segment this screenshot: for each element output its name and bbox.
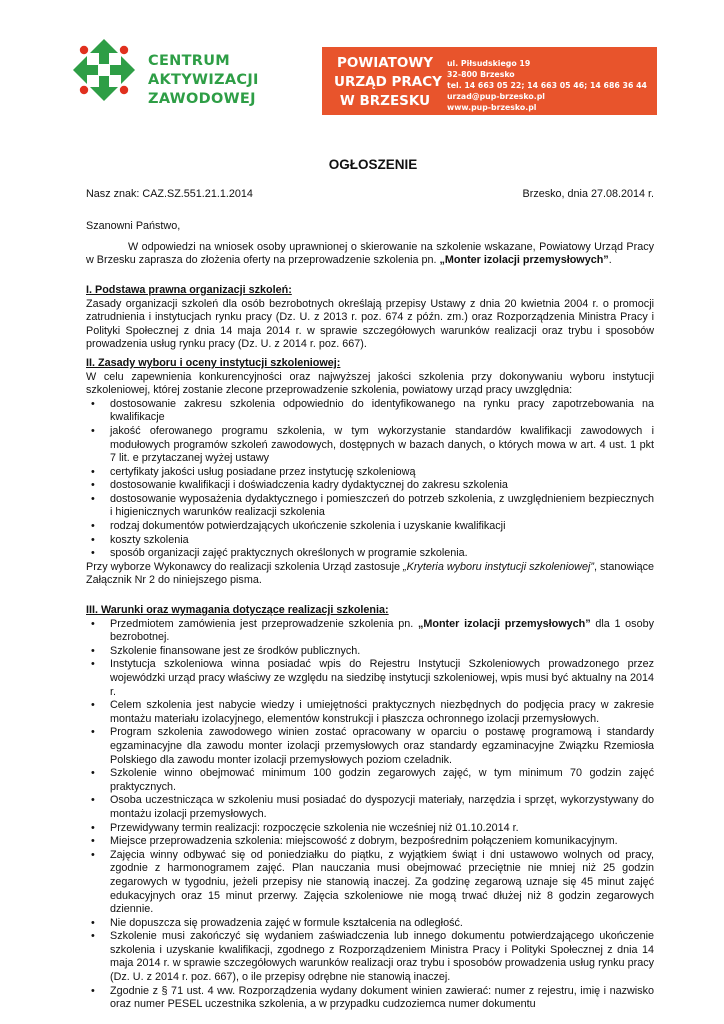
office-name-line: W BRZESKU	[339, 93, 431, 109]
list-item: • jakość oferowanego programu szkolenia, w tym wykorzystanie standardów kwalifikacji zawodowych i modułowych programów szkoleń zawodowych, dostępnych w bazach danych, o których mowa w art. 4 ust. 1 pkt 7 lit. e przytaczanej wyżej ustawy	[110, 425, 654, 466]
list-item: • Program szkolenia zawodowego winien zostać opracowany w oparciu o postawę programową i standardy egzaminacyjne dla zawodu monter izolacji przemysłowych oraz standardy egzaminacyjne Związku Rzemiosła Polskiego dla zawodu monter izolacji przemysłowych poziom czeladnik.	[110, 726, 654, 767]
list-item: • Zgodnie z § 71 ust. 4 ww. Rozporządzenia wydany dokument winien zawierać: numer z rejestru, imię i nazwisko oraz numer PESEL uczestnika szkolenia, a w przypadku cudzoziemca numer dokumentu	[110, 985, 654, 1012]
list-item	[110, 618, 654, 645]
office-contact	[447, 58, 647, 113]
outro-text: Przy wyborze Wykonawcy do realizacji szkolenia Urząd zastosuje	[86, 560, 404, 573]
outro-end: , stanowiące Załącznik Nr 2 do niniejszego pisma.	[86, 560, 655, 587]
intro-paragraph	[86, 241, 654, 268]
salutation: Szanowni Państwo,	[86, 220, 181, 233]
place-date: Brzesko, dnia 27.08.2014 r.	[522, 187, 654, 200]
section-2	[86, 357, 654, 588]
reference-number: Nasz znak: CAZ.SZ.551.21.1.2014	[86, 187, 253, 200]
section-2-outro	[86, 561, 654, 588]
logo-line: CENTRUM	[148, 53, 231, 69]
logo-line: AKTYWIZACJI	[148, 72, 259, 88]
list-item: • Szkolenie finansowane jest ze środków publicznych.	[110, 645, 654, 659]
list-item: • Przewidywany termin realizacji: rozpoczęcie szkolenia nie wcześniej niż 01.10.2014 r.	[110, 822, 654, 836]
document-title: OGŁOSZENIE	[328, 157, 418, 172]
course-name: „Monter izolacji przemysłowych”	[439, 254, 609, 267]
office-phone: tel. 14 663 05 22; 14 663 05 46; 14 686 36 44	[447, 81, 647, 90]
office-name-line: POWIATOWY	[336, 55, 434, 71]
list-item: • Osoba uczestnicząca w szkoleniu musi posiadać do dyspozycji materiały, narzędzia i sprzęt, wykorzystywany do montażu izolacji przemysłowych.	[110, 794, 654, 821]
caz-logo-icon	[72, 38, 136, 102]
section-3	[86, 604, 654, 1012]
course-name: „Monter izolacji przemysłowych”	[417, 617, 591, 630]
list-item: • Miejsce przeprowadzenia szkolenia: miejscowość z dobrym, bezpośrednim połączeniem komunikacyjnym.	[110, 835, 654, 849]
section-3-title: III. Warunki oraz wymagania dotyczące realizacji szkolenia:	[86, 604, 389, 617]
reference-line	[86, 188, 654, 202]
logo-line: ZAWODOWEJ	[148, 91, 256, 107]
list-item: • dostosowanie kwalifikacji i doświadczenia kadry dydaktycznej do zakresu szkolenia	[110, 479, 654, 493]
section-1	[86, 284, 654, 352]
office-postcode: 32-800 Brzesko	[447, 70, 515, 79]
list-item: • Celem szkolenia jest nabycie wiedzy i umiejętności praktycznych niezbędnych do podjęcia pracy w zakresie montażu materiału izolacyjnego, elementów konstrukcji i płaszcza ochronnego izolacji przemysłowych.	[110, 699, 654, 726]
criteria-title: „Kryteria wyboru instytucji szkoleniowej”	[403, 560, 594, 573]
caz-logo-text	[148, 52, 259, 109]
document-body	[86, 146, 654, 1012]
section-2-list	[86, 398, 654, 561]
office-email: urzad@pup-brzesko.pl	[447, 92, 545, 101]
list-item: • dostosowanie wyposażenia dydaktycznego i pomieszczeń do potrzeb szkolenia, z uwzględnieniem bezpiecznych i higienicznych warunków realizacji szkolenia	[110, 493, 654, 520]
list-item: • Szkolenie musi zakończyć się wydaniem zaświadczenia lub innego dokumentu potwierdzającego ukończenie szkolenia i uzyskanie kwalifikacji, zgodnego z Rozporządzeniem Ministra Pracy i Polityki Społecznej z dnia 14 maja 2014 r. w sprawie szczegółowych warunków realizacji oraz trybu i sposobów prowadzenia usług rynku pracy (Dz. U. z 2014 r. poz. 667), o ile przepisy odrębne nie stanowią inaczej.	[110, 930, 654, 984]
list-item: • koszty szkolenia	[110, 534, 654, 548]
section-2-intro: W celu zapewnienia konkurencyjności oraz najwyższej jakości szkolenia przy dokonywaniu wyboru instytucji szkoleniowej, której zostanie zlecone przeprowadzenie szkolenia, powiatowy urząd pracy uwzględnia:	[86, 370, 654, 397]
office-website: www.pup-brzesko.pl	[447, 103, 537, 112]
list-item: • dostosowanie zakresu szkolenia odpowiednio do identyfikowanego na rynku pracy zapotrzebowania na kwalifikacje	[110, 398, 654, 425]
section-1-text: Zasady organizacji szkoleń dla osób bezrobotnych określają przepisy Ustawy z dnia 20 kwietnia 2004 r. o promocji zatrudnienia i instytucjach rynku pracy (Dz. U. z 2013 r. poz. 674 z późn. zm.) oraz Rozporządzenia Ministra Pracy i Polityki Społecznej z dnia 14 maja 2014 r. w sprawie szczegółowych warunków realizacji oraz trybu i sposobów prowadzenia usług rynku pracy (Dz. U. z 2014 r. poz. 667).	[86, 297, 654, 351]
intro-text: W odpowiedzi na wniosek osoby uprawnionej o skierowanie na szkolenie wskazane, Powiatowy Urząd Pracy w Brzesku zaprasza do złożenia oferty na przeprowadzenie szkolenia pn.	[86, 240, 654, 267]
item-text: Przedmiotem zamówienia jest przeprowadzenie szkolenia pn.	[110, 617, 418, 630]
list-item: • sposób organizacji zajęć praktycznych określonych w programie szkolenia.	[110, 547, 654, 561]
list-item: • Nie dopuszcza się prowadzenia zajęć w formule kształcenia na odległość.	[110, 917, 654, 931]
section-1-title: I. Podstawa prawna organizacji szkoleń:	[86, 283, 292, 296]
item-text: dla 1 osoby bezrobotnej.	[110, 617, 654, 644]
section-2-title: II. Zasady wyboru i oceny instytucji szkoleniowej:	[86, 356, 341, 369]
list-item: • Instytucja szkoleniowa winna posiadać wpis do Rejestru Instytucji Szkoleniowych prowadzonego przez wojewódzki urząd pracy właściwy ze względu na siedzibę instytucji szkoleniowej, wpis musi być aktualny na 2014 r.	[110, 658, 654, 699]
office-address: ul. Piłsudskiego 19	[447, 59, 531, 68]
office-name	[334, 54, 442, 111]
list-item: • Zajęcia winny odbywać się od poniedziałku do piątku, z wyjątkiem świąt i dni ustawowo wolnych od pracy, zgodnie z harmonogramem zajęć. Plan nauczania musi obejmować przeciętnie nie mniej niż 25 godzin zegarowych w tygodniu, jeżeli przepisy nie stanowią inaczej. Za godzinę zegarową uznaje się 45 minut zajęć edukacyjnych oraz 15 minut przerwy. Zajęcia szkoleniowe nie mogą trwać dłużej niż 8 godzin zegarowych dziennie.	[110, 849, 654, 917]
office-name-line: URZĄD PRACY	[334, 74, 442, 90]
intro-end: .	[608, 254, 612, 267]
list-item: • rodzaj dokumentów potwierdzających ukończenie szkolenia i uzyskanie kwalifikacji	[110, 520, 654, 534]
section-3-list	[86, 618, 654, 1012]
list-item: • Szkolenie winno obejmować minimum 100 godzin zegarowych zajęć, w tym minimum 70 godzin zajęć praktycznych.	[110, 767, 654, 794]
list-item: • certyfikaty jakości usług posiadane przez instytucję szkoleniową	[110, 466, 654, 480]
